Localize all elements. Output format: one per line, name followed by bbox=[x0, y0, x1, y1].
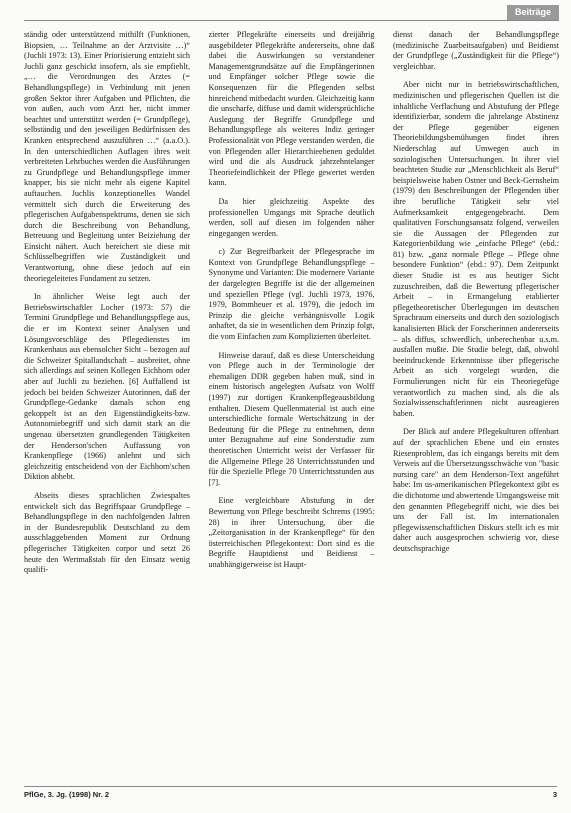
text-columns bbox=[24, 30, 559, 775]
column-3 bbox=[393, 30, 559, 775]
column-2 bbox=[209, 30, 375, 775]
section-label: Beiträge bbox=[507, 5, 559, 20]
column-1 bbox=[24, 30, 190, 775]
journal-citation: PflGe, 3. Jg. (1998) Nr. 2 bbox=[24, 790, 110, 799]
paragraph: Hinweise darauf, daß es diese Unterscheidung von Pflege auch in der Terminologie der ehemaligen DDR gegeben haben muß, sind in einem historisch angelegten Aufsatz von Wolff (1997) zur dortigen Krankenpflegeausbildung enthalten. Diesem Quellenmaterial ist auch eine unterschiedliche formale Wertschätzung in der Bedeutung für die Pflege zu entnehmen, denn unter Bezugnahme auf eine Sonderstudie zum theoretischen Unterricht weist der Verfasser für die Allgemeine Pflege 28 Unterrichtsstunden und für die Spezielle Pflege 70 Unterrichtsstunden aus [7]. bbox=[208, 350, 375, 487]
paragraph: ständig oder unterstützend mithilft (Funktionen, Biopsien, … Teilnahme an der Arztvisite …)“ (Juchli 1973: 13). Einer Priorisierung entzieht sich Juchli ganz geschickt insofern, als sie empfiehlt, „… die Verordnungen des Arztes (= Behandlungspflege) in Verbindung mit jenen großen Sektor ihrer Aufgaben und Pflichten, die von außen, auch vom Arzt her, nicht immer beachtet und unterstützt werden (= Grundpflege), selbständig und den jeweiligen Bedürfnissen des Kranken entsprechend auszuführen …“ (a.a.O.). In den unterschiedlichen Auflagen ihres weit verbreiteten Lehrbuches werden die Ausführungen zu Grundpflege und Behandlungspflege immer knapper, bis sie nicht mehr als eigene Kapitel auftauchen. Juchlis konzeptionelles Wandel vermittelt sich durch die Erweiterung des pflegerischen Aufgabenspektrums, denen sie sich durch die Beschreibung von Behandlung, Betreuung und Begleitung unter Beiziehung der Einsicht nähert. Auch bereichert sie diese mit Schlüsselbegriffen wie Zuständigkeit und Verantwortung, ohne diese jedoch auf ein theoriegeleitetes Fundament zu setzen. bbox=[24, 30, 190, 283]
paragraph: Aber nicht nur in betriebswirtschaftlichen, medizinischen und pflegerischen Quellen ist die inhaltliche Verflachung und Abstufung der Pflege identifizierbar, sondern die jahrelange Abstinenz der Pflege gegenüber eigenen Theoriebildungsbemühungen findet ihren Niederschlag auf Umwegen auch in soziologischen Untersuchungen. In ihrer viel beachteten Studie zur „Menschlichkeit als Beruf“ beispielsweise haben Ostner und Beck-Gernsheim (1979) den Beschreibungen der Pflegenden über ihre berufliche Tätigkeit sehr viel Aufmerksamkeit entgegengebracht. Dem qualitativen Forschungsansatz folgend, verweilen sie die Aussagen der Pflegenden zur Kategorienbildung wie „einfache Pflege“ (ebd.: 81) bzw. „ganz normale Pflege – Pflege ohne besondere Funktion“ (ebd.: 97). Dem Zeitpunkt dieser Studie ist es aus heutiger Sicht zuzuschreiben, daß die Bewertung pflegerischer Arbeit – in Ermangelung etablierter pflegetheoretischer Überlegungen im deutschen Sprachraum einerseits und durch den soziologisch kanalisierten Blick der Forscherinnen andererseits – als diffus, schwerdlich, unberechenbar u.s.m. ausfallen mußte. Die Studie belegt, daß, obwohl beeindruckende Erkenntnisse über pflegerische Arbeit an sich vorgelegt wurden, die Formulierungen nicht für ein Theoriegefüge verantwortlich zu machen sind, als die als Sozialwissenschaftlerinnen nicht ausreagieren haben. bbox=[393, 80, 559, 418]
header-rule bbox=[24, 20, 559, 21]
paragraph: c) Zur Begreifbarkeit der Pflegesprache im Kontext von Grundpflege Behandlungspflege – Synonyme und Varianten: Die modernere Variante der dargelegten Begriffe ist die der allgemeinen und speziellen Pflege (vgl. Juchli 1973, 1976, 1979, Bommheuer et al. 1979), die jedoch im Prinzip die gleiche verhängnisvolle Logik anhaftet, da sie in wesentlichen dem Prinzip folgt, die vom Einfachen zum Komplizierten überleitet. bbox=[208, 247, 375, 342]
page-number: 3 bbox=[552, 790, 557, 799]
paragraph: Eine vergleichbare Abstufung in der Bewertung von Pflege beschreibt Schrems (1995: 28) in ihrer Untersuchung, über die „Zeitorganisation in der Krankenpflege“ für den österreichischen Pflegekontext: Dort sind es die Begriffe Hauptdienst und Beidienst – unabhängigerweise ist Haupt- bbox=[208, 496, 375, 569]
paragraph: dienst danach der Behandlungspflege (medizinische Zuarbeitsaufgaben) und Beidienst der Grundpflege („Zuständigkeit für die Pflege“) vergleichbar. bbox=[393, 30, 559, 71]
paragraph: Da hier gleichzeitig Aspekte des professionellen Umgangs mit Sprache deutlich werden, soll auf diesen im folgenden näher eingegangen werden. bbox=[208, 196, 375, 238]
paragraph: zierter Pflegekräfte einerseits und dreijährig ausgebildeter Pflegekräfte andererseits, ohne daß dabei die Auswirkungen so verstandener Managementgrundsätze auf die Empfängerinnen und Empfänger solcher Pflege sowie die Konsequenzen für die Pflegenden selbst hinreichend mitbedacht wurden. Gleichzeitig kann die unscharfe, diffuse und damit widersprüchliche Auslegung der Begriffe Grundpflege und Behandlungspflege als weiteres Indiz geringer Professionalität von Pflege verstanden werden, die von Pflegenden aller Hierarchieebenen geduldet wird und die als Ausdruck jahrzehntelanger Theoriefeindlichkeit der Pflege gewertet werden kann. bbox=[208, 30, 375, 188]
page-header bbox=[0, 0, 571, 22]
paragraph: Der Blick auf andere Pflegekulturen offenbart auf der sprachlichen Ebene und ein ernstes Riesenproblem, das ich eingangs bereits mit dem Verweis auf die Übersetzungsschwäche von "basic nursing care" an dem Henderson-Text angeführt habe: Im us-amerikanischen Pflegekontext gibt es die dichotome und abwertende Umgangsweise mit den genannten Pflegebegriff nicht, wie dies bei uns der Fall ist. Im internationalen pflegewissenschaftlichen Diskurs stellt ich es mir daher auch ausgesprochen schwierig vor, diese deutschsprachige bbox=[393, 427, 559, 553]
paragraph: Abseits dieses sprachlichen Zwiespaltes entwickelt sich das Begriffspaar Grundpflege – Behandlungspflege in den nachfolgenden Jahren in der Bundesrepublik Deutschland zu dem ausschlaggebenden Moment zur Ordnung pflegerischer Tätigkeiten corpor und setzt 26 heute den Wertmaßstab für den Einsatz wenig qualifi- bbox=[24, 490, 190, 575]
page-footer bbox=[24, 786, 557, 801]
paragraph: In ähnlicher Weise legt auch der Betriebswirtschaftler Locher (1973: 57) die Termini Grundpflege und Behandlungspflege aus, die er im Kontext seiner Analysen und Lösungsvorschläge des Pflegedienstes im Krankenhaus aus ebensolcher Sicht – bezogen auf die Schweizer Spitallandschaft – ausbreitet, ohne sich allerdings auf seinen Kollegen Eichhorn oder aber auf Juchli zu beziehen. [6] Auffallend ist jedoch bei beiden Schweizer Autorinnen, daß der Grundpflege-Gedanke damals schon eng gekoppelt ist an den Eigenständigkeits-bzw. Autonomiebegriff und sich damit stark an die ungenau übersetzten grundlegenden Tätigkeiten der Henderson'schen Auffassung von Krankenpflege (1966) anlehnt und sich gleichzeitig entscheidend von der Eichhorn'schen Diktion abhebt. bbox=[24, 292, 190, 482]
